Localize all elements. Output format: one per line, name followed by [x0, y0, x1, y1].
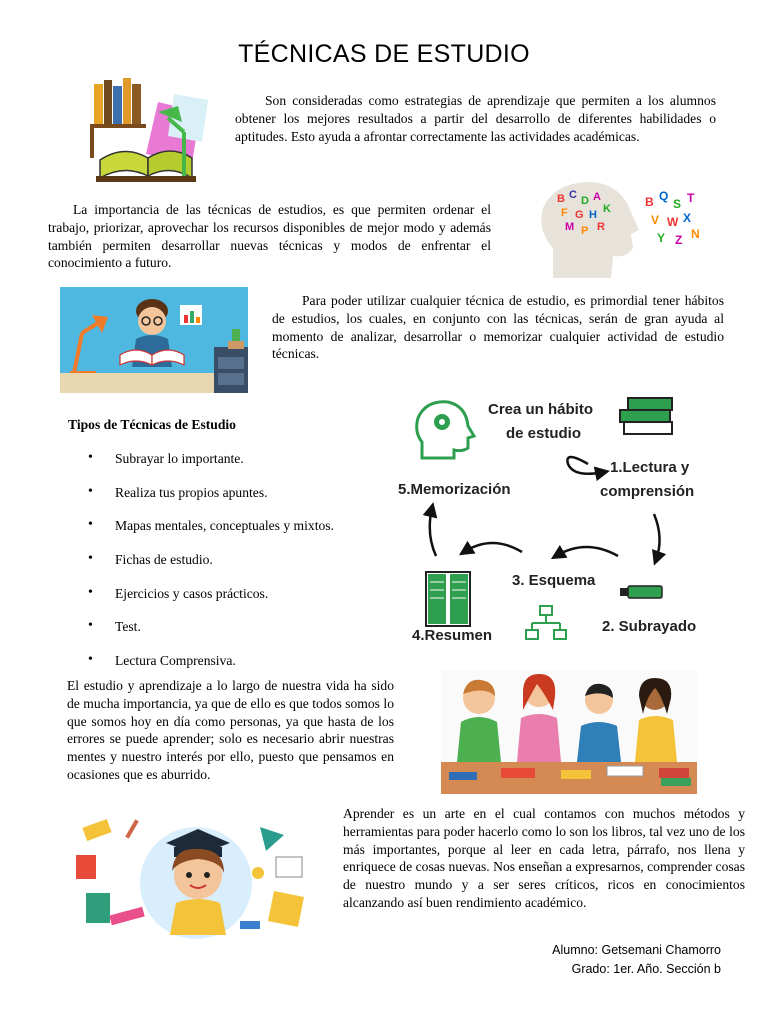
diagram-title-line1: Crea un hábito [488, 401, 594, 418]
list-item: • Test. [68, 619, 388, 653]
student-grade: Grado: 1er. Año. Sección b [571, 962, 721, 976]
tipos-heading: Tipos de Técnicas de Estudio [68, 417, 236, 432]
books-stack-icon [620, 398, 672, 434]
svg-text:V: V [651, 213, 660, 227]
svg-text:N: N [691, 227, 700, 241]
importance-paragraph: La importancia de las técnicas de estudios, es que permiten ordenar el trabajo, priorizar, aprovechar los recursos disponibles de mejor modo y además también permiten desarrollar nuevas técnicas y modos de enfrentar el conocimiento a futuro. [48, 202, 491, 271]
step1-label-line2: comprensión [600, 483, 695, 500]
svg-text:X: X [683, 211, 692, 225]
svg-text:B: B [557, 193, 565, 205]
student-name: Alumno: Getsemani Chamorro [552, 943, 721, 957]
list-item: • Lectura Comprensiva. [68, 653, 388, 687]
girl-school-items-illustration [70, 811, 320, 943]
svg-text:B: B [645, 195, 654, 209]
learning-art-paragraph: Aprender es un arte en el cual contamos con muchos métodos y herramientas para poder hacerlo como lo son los libros, tal vez uno de los más importantes, porque al leer en cada letra, párrafo, nos llena y enriquece de cosas nuevas. Nos enseñan a expresarnos, comprender cosas de nuestro mundo y a ser seres críticos, ricos en conocimientos alcanzando así buen rendimiento académico. [343, 806, 745, 910]
svg-text:S: S [673, 197, 682, 211]
svg-text:M: M [565, 221, 575, 233]
svg-text:H: H [589, 209, 597, 221]
page-title: TÉCNICAS DE ESTUDIO [238, 40, 530, 68]
highlighter-icon [620, 586, 662, 598]
list-item: • Subrayar lo importante. [68, 451, 388, 485]
step2-label: 2. Subrayado [602, 618, 697, 635]
student-reading-illustration [60, 287, 248, 393]
svg-text:Z: Z [675, 233, 683, 247]
habit-diagram [392, 388, 710, 650]
step5-label: 5.Memorización [398, 481, 511, 498]
tipos-list [68, 451, 388, 687]
svg-text:K: K [603, 203, 611, 215]
signature-block [440, 941, 721, 979]
intro-paragraph: Son consideradas como estrategias de aprendizaje que permiten a los alumnos obtener los mejores resultados a partir del desarrollo de diferentes habilidades o aptitudes. Esto ayuda a afrontar correctamente las actividades académicas. [235, 93, 716, 144]
diagram-tree-icon [526, 606, 566, 639]
svg-text:W: W [667, 215, 679, 229]
list-item: • Mapas mentales, conceptuales y mixtos. [68, 518, 388, 552]
list-item: • Ejercicios y casos prácticos. [68, 586, 388, 620]
list-item: • Fichas de estudio. [68, 552, 388, 586]
notebook-icon [426, 572, 470, 626]
books-lamp-illustration [88, 72, 216, 192]
diagram-title-line2: de estudio [506, 425, 582, 442]
svg-text:T: T [687, 191, 695, 205]
list-item: • Realiza tus propios apuntes. [68, 485, 388, 519]
svg-text:C: C [569, 189, 577, 201]
students-studying-illustration [441, 670, 697, 794]
habits-paragraph: Para poder utilizar cualquier técnica de estudio, es primordial tener hábitos de estudios, los cuales, en conjunto con las técnicas, serán de gran ayuda al momento de analizar, desarrollar o memorizar cualquier actividad de estudio técnicas. [272, 293, 724, 362]
step1-label-line1: 1.Lectura y [610, 459, 690, 476]
head-letters-illustration [535, 178, 705, 280]
svg-text:A: A [593, 191, 601, 203]
learning-paragraph: El estudio y aprendizaje a lo largo de nuestra vida ha sido de mucha importancia, ya que de ello es que todos somos lo que somos hoy en día como personas, ya que hasta de los errores se puede aprender; solo es necesario abrir nuestras mentes y nuestro interés por ello, puesto que pensamos en ocasiones que es aburrido. [67, 678, 394, 782]
step3-label: 3. Esquema [512, 572, 596, 589]
brain-head-icon [417, 402, 474, 458]
step4-label: 4.Resumen [412, 627, 493, 644]
svg-text:R: R [597, 221, 605, 233]
svg-text:G: G [575, 209, 584, 221]
svg-text:P: P [581, 225, 589, 237]
svg-text:F: F [561, 207, 568, 219]
svg-text:Y: Y [657, 231, 666, 245]
svg-text:Q: Q [659, 189, 669, 203]
svg-text:D: D [581, 195, 589, 207]
